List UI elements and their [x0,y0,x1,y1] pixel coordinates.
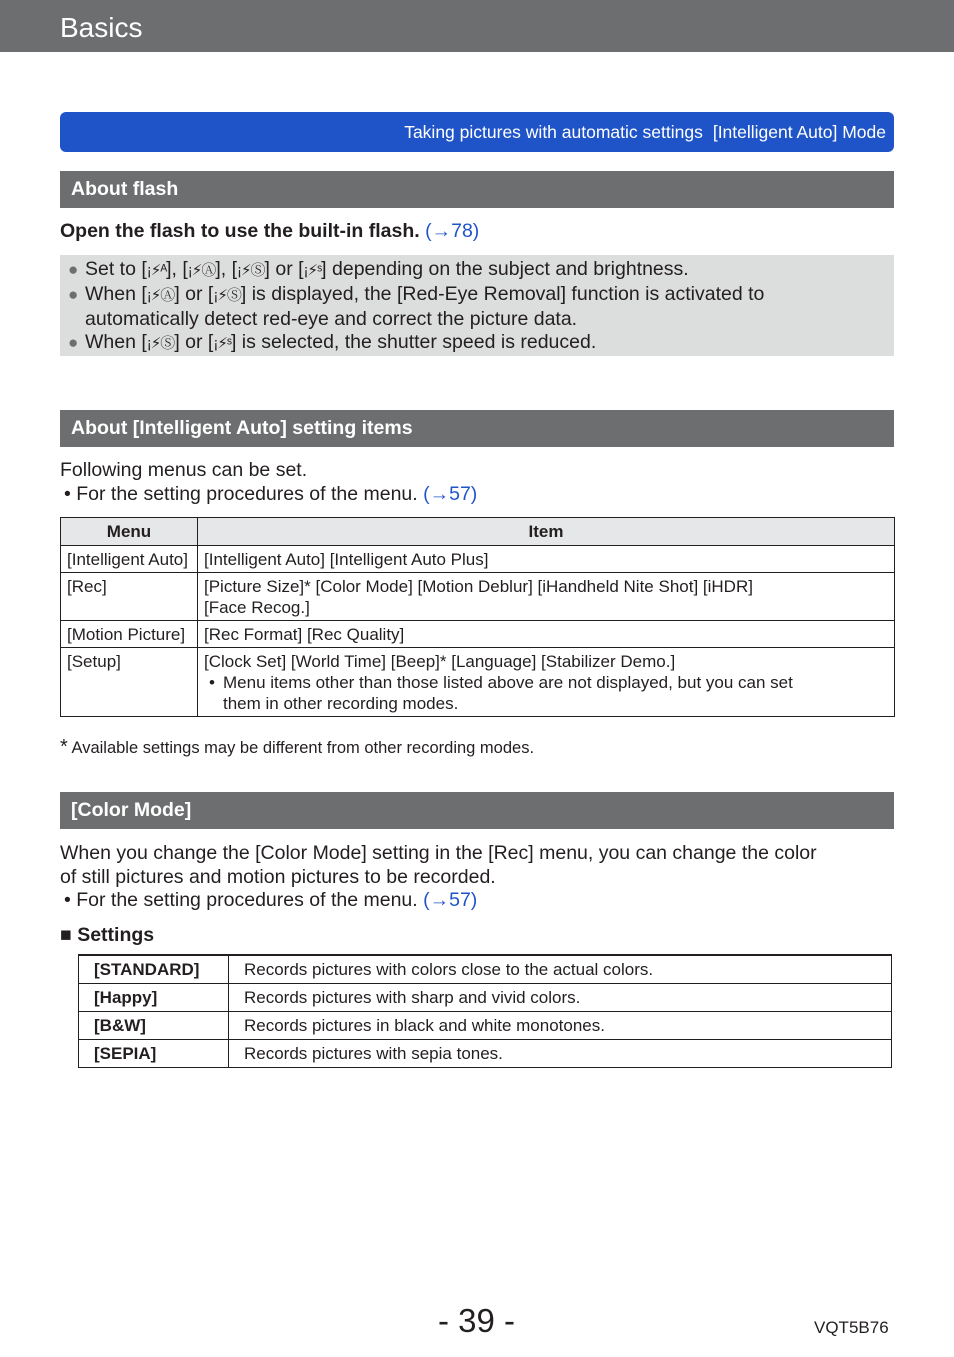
table-row [79,955,892,984]
setting-key: [STANDARD] [79,955,229,984]
item-line: [Clock Set] [World Time] [Beep]* [Language] [Stabilizer Demo.] [204,652,676,671]
section-header-intelligent-auto: About [Intelligent Auto] setting items [60,410,894,447]
bullet-dot-icon: ● [68,333,79,353]
flash-intro-text: Open the flash to use the built-in flash. [60,220,420,242]
menu-table [60,517,895,717]
table-row [79,1012,892,1040]
note-continuation: automatically detect red-eye and correct the picture data. [85,307,578,330]
note-item: ● Set to [¡⚡ᴬ], [¡⚡Ⓐ], [¡⚡Ⓢ] or [¡⚡ˢ] depending on the subject and brightness. [68,258,886,283]
flash-slow-redeye-icon: ¡⚡Ⓢ [146,335,175,353]
document-code: VQT5B76 [814,1318,889,1337]
setting-desc: Records pictures with colors close to the actual colors. [229,955,892,984]
settings-heading: ■ Settings [60,924,155,946]
setting-desc: Records pictures with sepia tones. [229,1040,892,1068]
footnote-mark: * [60,736,68,758]
flash-slow-redeye-icon: ¡⚡Ⓢ [213,286,241,304]
settings-table [78,954,892,1068]
bullet-dot-icon: ● [68,284,79,304]
color-note-text: • For the setting procedures of the menu. [64,889,418,911]
setting-key: [B&W] [79,1012,229,1040]
setting-key: [SEPIA] [79,1040,229,1068]
setting-desc: Records pictures with sharp and vivid colors. [229,984,892,1012]
flash-auto-icon: ¡⚡ᴬ [146,262,167,279]
section-header-flash: About flash [60,171,894,208]
table-row [61,621,895,648]
note-item: ● When [¡⚡Ⓐ] or [¡⚡Ⓢ] is displayed, the [Red-Eye Removal] function is activated to [68,283,886,308]
bullet: • [209,673,215,692]
table-row [61,648,895,717]
flash-slow-icon: ¡⚡ˢ [213,335,231,353]
table-row [61,573,895,621]
flash-auto-redeye-icon: ¡⚡Ⓐ [146,286,175,304]
table-row [79,984,892,1012]
flash-intro [60,220,479,244]
item-cell [198,648,895,717]
setting-desc: Records pictures in black and white monotones. [229,1012,892,1040]
breadcrumb-page[interactable]: [Intelligent Auto] Mode [712,121,886,142]
menu-cell: [Setup] [61,648,198,717]
ia-note-text: • For the setting procedures of the menu. [64,483,418,505]
item-cell: [Rec Format] [Rec Quality] [198,621,895,648]
breadcrumb-section[interactable]: Taking pictures with automatic settings [404,121,703,142]
color-note [64,889,477,913]
setting-key: [Happy] [79,984,229,1012]
item-line: [Picture Size]* [Color Mode] [Motion Deblur] [iHandheld Nite Shot] [iHDR] [204,577,753,596]
section-header-color-mode: [Color Mode] [60,792,894,829]
item-line: [Face Recog.] [204,598,310,617]
menu-cell: [Intelligent Auto] [61,546,198,573]
paragraph-line: of still pictures and motion pictures to be recorded. [60,865,496,888]
color-page-link[interactable]: (→57) [423,889,478,911]
paragraph-line: When you change the [Color Mode] setting in the [Rec] menu, you can change the color [60,842,817,864]
item-cell: [Intelligent Auto] [Intelligent Auto Plus] [198,546,895,573]
flash-notes [60,255,894,356]
col-header-item: Item [198,518,895,546]
table-footnote [60,736,534,759]
bullet-dot-icon: ● [68,260,79,279]
menu-cell: [Rec] [61,573,198,621]
header-bar [0,0,954,52]
footnote-text: Available settings may be different from other recording modes. [71,739,535,757]
note-item: ● When [¡⚡Ⓢ] or [¡⚡ˢ] is selected, the shutter speed is reduced. [68,331,886,356]
page-number: - 39 - [438,1302,516,1339]
table-header-row [61,518,895,546]
item-subnote [204,672,888,714]
flash-slow-redeye-icon: ¡⚡Ⓢ [237,262,265,279]
chapter-title: Basics [60,12,143,43]
color-mode-paragraph [60,842,817,889]
flash-auto-redeye-icon: ¡⚡Ⓐ [187,262,216,279]
col-header-menu: Menu [61,518,198,546]
menu-cell: [Motion Picture] [61,621,198,648]
subnote-line: Menu items other than those listed above are not displayed, but you can set [223,673,793,692]
table-row [79,1040,892,1068]
ia-intro: Following menus can be set. [60,459,308,481]
flash-page-link[interactable]: (→78) [425,220,480,242]
breadcrumb[interactable] [60,112,894,152]
ia-page-link[interactable]: (→57) [423,483,478,505]
flash-slow-icon: ¡⚡ˢ [303,262,322,279]
subnote-line: them in other recording modes. [223,694,459,713]
item-cell [198,573,895,621]
ia-note [64,483,477,507]
table-row [61,546,895,573]
